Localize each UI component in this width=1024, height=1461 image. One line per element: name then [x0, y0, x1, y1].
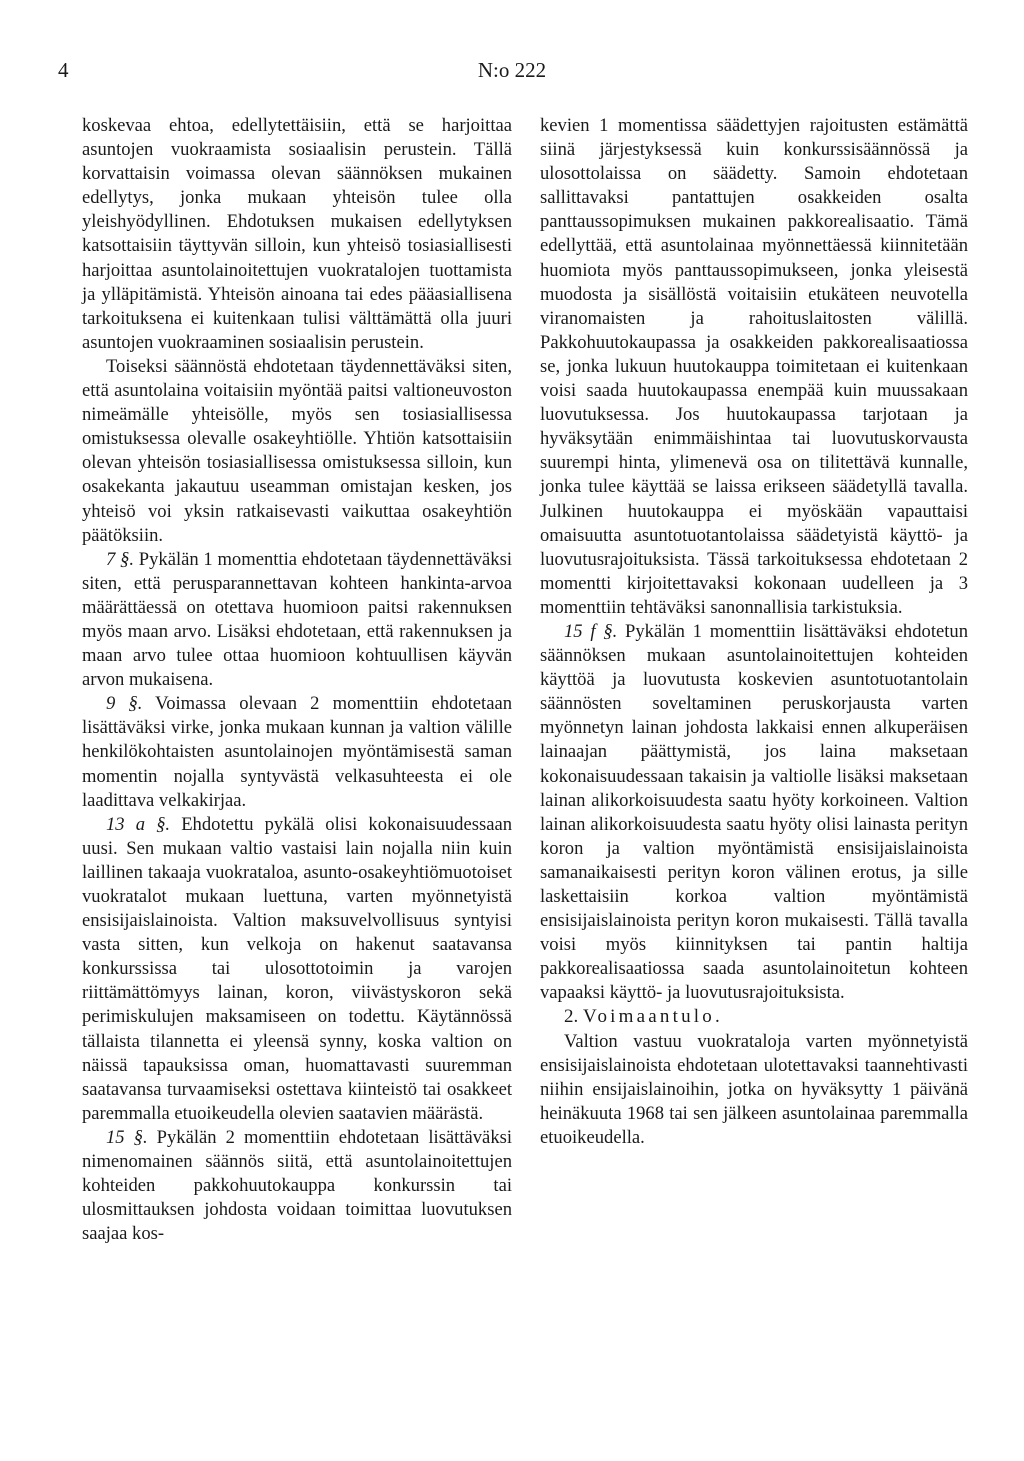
section-heading-title: Voimaantulo. [583, 1006, 723, 1028]
section-reference: 13 a §. [106, 813, 171, 835]
paragraph-text: Pykälän 2 momenttiin ehdotetaan lisättäväksi nimenomainen säännös siitä, että asuntolainoitettujen kohteiden pakkohuutokauppa konkurssin tai ulosmittauksen johdosta voidaan toimittaa luovutuksen saajaa kos- [82, 1126, 513, 1245]
paragraph [82, 1126, 512, 1246]
paragraph: koskevaa ehtoa, edellytettäisiin, että se harjoittaa asuntojen vuokraamista sosiaalisin perustein. Tällä korvattaisin voimassa olevan säännöksen mukainen edellytys, jonka mukaan yhteisön tulee olla yleishyödyllinen. Ehdotuksen mukaisen edellytyksen katsottaisiin täyttyvän silloin, kun yhteisö tosiasiallisesti harjoittaa asuntolainoitettujen vuokratalojen tuottamista ja ylläpitämistä. Yhteisön ainoana tai edes pääasiallisena tarkoituksena ei kuitenkaan tulisi välttämättä olla juuri asuntojen vuokraaminen sosiaalisin perustein. [82, 115, 512, 353]
paragraph-text: Pykälän 1 momenttiin lisättäväksi ehdotetun säännöksen mukaan asuntolainoitettujen kohteiden käyttöä ja luovutusta koskevien asuntotuotantolain säännösten soveltaminen peruskorjausta varten myönnetyn lainan johdosta lakkaisi ennen alkuperäisen lainaajan päättymistä, jos laina maksetaan kokonaisuudessaan takaisin ja valtiolle lisäksi maksetaan lainan alikorkoisuudesta saatu hyöty korkoineen. Valtion lainan alikorkoisuudesta saatu hyöty olisi lainasta perityn koron ja valtion myöntämistä ensisijaislainoista samanaikaisesti perityn koron välinen erotus, ja sille laskettaisiin korkoa valtion myöntämistä ensisijaislainoista perityn koron mukaisesti. Tällä tavalla voisi myös kiinnityksen tai pantin haltija pakkorealisaatiossa saada asuntolainoitetun kohteen vapaaksi käyttö- ja luovutusrajoituksista. [540, 620, 968, 1004]
section-heading [540, 1005, 968, 1029]
paragraph-text: Voimassa olevaan 2 momenttiin ehdotetaan lisättäväksi virke, jonka mukaan kunnan ja valtion välille henkilökohtaisten asuntolainojen myöntämisestä saman momentin nojalla syntyvästä velkasuhteesta ei ole laadittava velkakirjaa. [82, 693, 512, 811]
section-reference: 15 f §. [564, 620, 618, 642]
document-number: N:o 222 [477, 58, 547, 82]
paragraph [82, 813, 512, 1126]
page-number: 4 [58, 58, 69, 82]
paragraph-text: Pykälän 1 momenttia ehdotetaan täydennettäväksi siten, että perusparannettavan kohteen hankinta-arvoa määrättäessä on otettava huomioon paitsi rakennuksen myös maan arvo. Lisäksi ehdotetaan, että rakennuksen ja maan arvo tulee ottaa huomioon kohtuullisen käyvän arvon mukaisena. [82, 548, 512, 691]
paragraph-text: Ehdotettu pykälä olisi kokonaisuudessaan uusi. Sen mukaan valtio vastaisi lain nojalla niin kuin laillinen takaaja vuokrataloa, asunto-osakeyhtiömuotoiset vuokratalot mukaan luettuna, varten myönnetyistä ensisijaislainoista. Valtion maksuvelvollisuus syntyisi vasta sitten, kun velkoja on hakenut saatavansa konkurssissa tai ulosottotoimin ja varojen riittämättömyys lainan, koron, viivästyskoron sekä perimiskulujen maksamiseen on todettu. Käytännössä tällaista tilannetta ei yleensä synny, koska valtion on näissä tapauksissa oman, huomattavasti suuremman saatavansa turvaamiseksi ostettava kiinteistö tai osakkeet paremmalla etuoikeudella olevien saatavien määrästä. [82, 813, 512, 1124]
section-reference: 7 §. [106, 548, 134, 570]
section-reference: 15 §. [106, 1126, 148, 1148]
paragraph [82, 548, 512, 693]
paragraph: Valtion vastuu vuokrataloja varten myönnetyistä ensisijaislainoista ehdotetaan ulotettavaksi taannehtivasti niihin ensijaislainoihin, jotka on hyväksytty 1 päivänä heinäkuuta 1968 tai sen jälkeen asuntolainaa paremmalla etuoikeudella. [540, 1030, 968, 1148]
paragraph: Toiseksi säännöstä ehdotetaan täydennettäväksi siten, että asuntolaina voitaisiin myöntää paitsi valtioneuvoston nimeämälle yhteisölle, myös sen tosiasiallisessa omistuksessa olevalle osakeyhtiölle. Yhtiön katsottaisiin olevan yhteisön tosiasiallisessa omistuksessa silloin, kun osakekanta jakautuu useamman omistajan kesken, jos yhteisö voi yksin ratkaisevasti vaikuttaa osakeyhtiön päätöksiin. [82, 355, 512, 546]
section-reference: 9 §. [106, 693, 143, 715]
paragraph [540, 620, 968, 1006]
section-heading-number: 2. [564, 1006, 579, 1028]
paragraph [82, 692, 512, 812]
right-column [540, 114, 968, 1150]
paragraph: kevien 1 momentissa säädettyjen rajoitusten estämättä siinä järjestyksessä kuin konkurssisäännössä ja ulosottolaissa on säädetty. Samoin ehdotetaan sallittavaksi pantattujen osakkeiden osalta panttaussopimuksen mukainen pakkorealisaatio. Tämä edellyttää, että asuntolainaa myönnettäessä kiinnitetään huomiota myös panttaussopimukseen, jonka yleisestä muodosta ja sisällöstä voitaisiin etukäteen neuvotella viranomaisten ja rahoituslaitosten välillä. Pakkohuutokaupassa ja osakkeiden pakkorealisaatiossa se, jonka lukuun huutokauppa toimitetaan ei kuitenkaan voisi saada huutokaupassa enempää kuin muussakaan luovutuksessa. Jos huutokaupassa tarjotaan ja hyväksytään enimmäishintaa tai luovutuskorvausta suurempi hinta, ylimenevä osa on tilitettävä kunnalle, jonka tulee käyttää se laissa erikseen säädetyllä tavalla. Julkinen huutokauppa ei myöskään vapauttaisi omaisuutta asuntotuotantolaissa säädetyistä käyttö- ja luovutusrajoituksista. Tässä tarkoituksessa ehdotetaan 2 momentti kirjoitettavaksi kokonaan uudelleen ja 3 momenttiin tehtäväksi sanonnallisia tarkistuksia. [540, 115, 968, 618]
left-column [82, 114, 512, 1246]
